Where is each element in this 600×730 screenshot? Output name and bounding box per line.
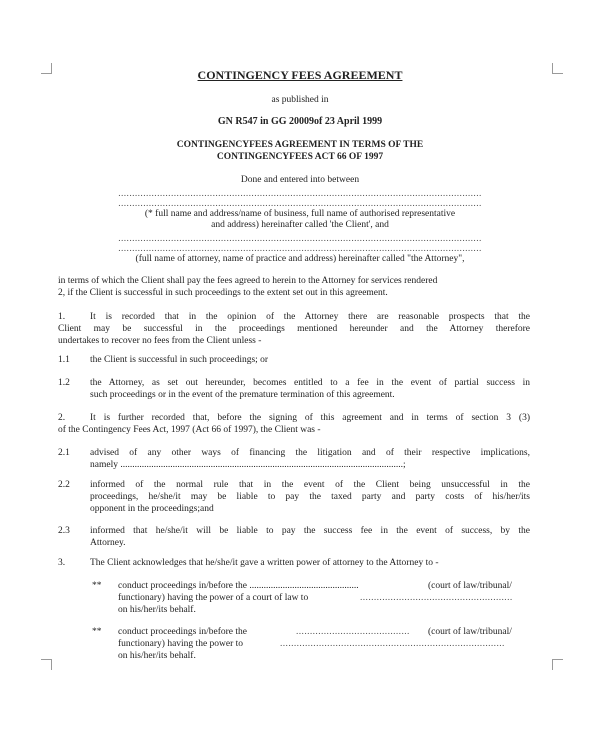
paragraph-1-line-1: It is recorded that in the opinion of the Attorney there are reasonable prospects that the — [90, 312, 530, 322]
published-in: as published in — [271, 95, 329, 105]
bullet-b-line-1-mid: ......................................... — [296, 627, 410, 637]
paragraph-2-1-line-1: advised of any other ways of financing the litigation and of their respective implications, — [90, 448, 530, 458]
bullet-a-line-2-right: ....................................................... — [360, 593, 513, 603]
paragraph-2-2-number: 2.2 — [58, 480, 70, 490]
bullet-b-line-2-right: ................................................................................. — [280, 639, 505, 649]
paragraph-1-line-2: Client may be successful in the proceedings mentioned hereunder and the Attorney therefore — [58, 324, 530, 334]
heading-line-1: CONTINGENCYFEES AGREEMENT IN TERMS OF THE — [176, 140, 424, 150]
dotted-line-1: ................................................................................................................................... — [118, 189, 482, 199]
bullet-a-line-2-left: functionary) having the power of a court of law to — [118, 593, 309, 603]
paragraph-1-2-line-2: such proceedings or in the event of the premature termination of this agreement. — [90, 390, 395, 400]
dotted-line-2: ................................................................................................................................... — [118, 199, 482, 209]
paragraph-1-2-number: 1.2 — [58, 378, 70, 388]
paragraph-2-line-2: of the Contingency Fees Act, 1997 (Act 66 of 1997), the Client was - — [58, 425, 321, 435]
paragraph-2-2-line-1: informed of the normal rule that in the event of the Client being unsuccessful in the — [90, 480, 530, 490]
paragraph-2-3-line-2: Attorney. — [90, 538, 126, 548]
bullet-a-line-3: on his/her/its behalf. — [118, 605, 196, 615]
bullet-b-line-1-left: conduct proceedings in/before the — [118, 627, 247, 637]
done-entered: Done and entered into between — [240, 175, 360, 185]
bullet-a-line-1-right: (court of law/tribunal/ — [428, 581, 512, 591]
gazette-reference: GN R547 in GG 20009of 23 April 1999 — [217, 116, 383, 127]
paragraph-2-1-number: 2.1 — [58, 448, 70, 458]
attorney-note: (full name of attorney, name of practice and address) hereinafter called "the Attorney", — [135, 254, 465, 264]
bullet-a-mark: ** — [92, 581, 102, 591]
intro-line-1: in terms of which the Client shall pay the fees agreed to herein to the Attorney for services rendered — [58, 276, 438, 286]
paragraph-2-2-line-2: proceedings, he/she/it may be liable to pay the taxed party and party costs of his/her/its — [90, 492, 530, 502]
paragraph-1-1-text: the Client is successful in such proceedings; or — [90, 355, 269, 365]
paragraph-2-3-line-1: informed that he/she/it will be liable to pay the success fee in the event of success, by the — [90, 526, 530, 536]
paragraph-3-number: 3. — [58, 558, 66, 568]
paragraph-2-1-line-2: namely .......................................................................................................................; — [90, 460, 406, 470]
paragraph-2-line-1: It is further recorded that, before the signing of this agreement and in terms of section 3 (3) — [90, 413, 530, 423]
paragraph-1-1-number: 1.1 — [58, 355, 70, 365]
document-title: CONTINGENCY FEES AGREEMENT — [197, 68, 403, 82]
client-note-1: (* full name and address/name of business, full name of authorised representative — [144, 209, 456, 219]
paragraph-2-number: 2. — [58, 413, 66, 423]
bullet-b-line-3: on his/her/its behalf. — [118, 651, 196, 661]
dotted-line-3: ................................................................................................................................... — [118, 234, 482, 244]
intro-line-2: 2, if the Client is successful in such proceedings to the extent set out in this agreement. — [58, 288, 388, 298]
dotted-line-4: ................................................................................................................................... — [118, 244, 482, 254]
paragraph-3-text: The Client acknowledges that he/she/it gave a written power of attorney to the Attorney to - — [90, 558, 439, 568]
paragraph-2-3-number: 2.3 — [58, 526, 70, 536]
crop-mark-bottom-right — [552, 659, 563, 670]
paragraph-1-line-3: undertakes to recover no fees from the Client unless - — [58, 336, 262, 346]
paragraph-2-2-line-3: opponent in the proceedings;and — [90, 504, 214, 514]
paragraph-1-number: 1. — [58, 312, 66, 322]
bullet-a-line-1-left: conduct proceedings in/before the .............................................. — [118, 581, 359, 591]
paragraph-1-2-line-1: the Attorney, as set out hereunder, becomes entitled to a fee in the event of partial success in — [90, 378, 530, 388]
bullet-b-line-1-right: (court of law/tribunal/ — [428, 627, 512, 637]
crop-mark-bottom-left — [41, 659, 52, 670]
bullet-b-line-2-left: functionary) having the power to — [118, 639, 244, 649]
bullet-b-mark: ** — [92, 627, 102, 637]
heading-line-2: CONTINGENCYFEES ACT 66 OF 1997 — [216, 152, 384, 162]
client-note-2: and address) hereinafter called 'the Client', and — [211, 220, 389, 230]
